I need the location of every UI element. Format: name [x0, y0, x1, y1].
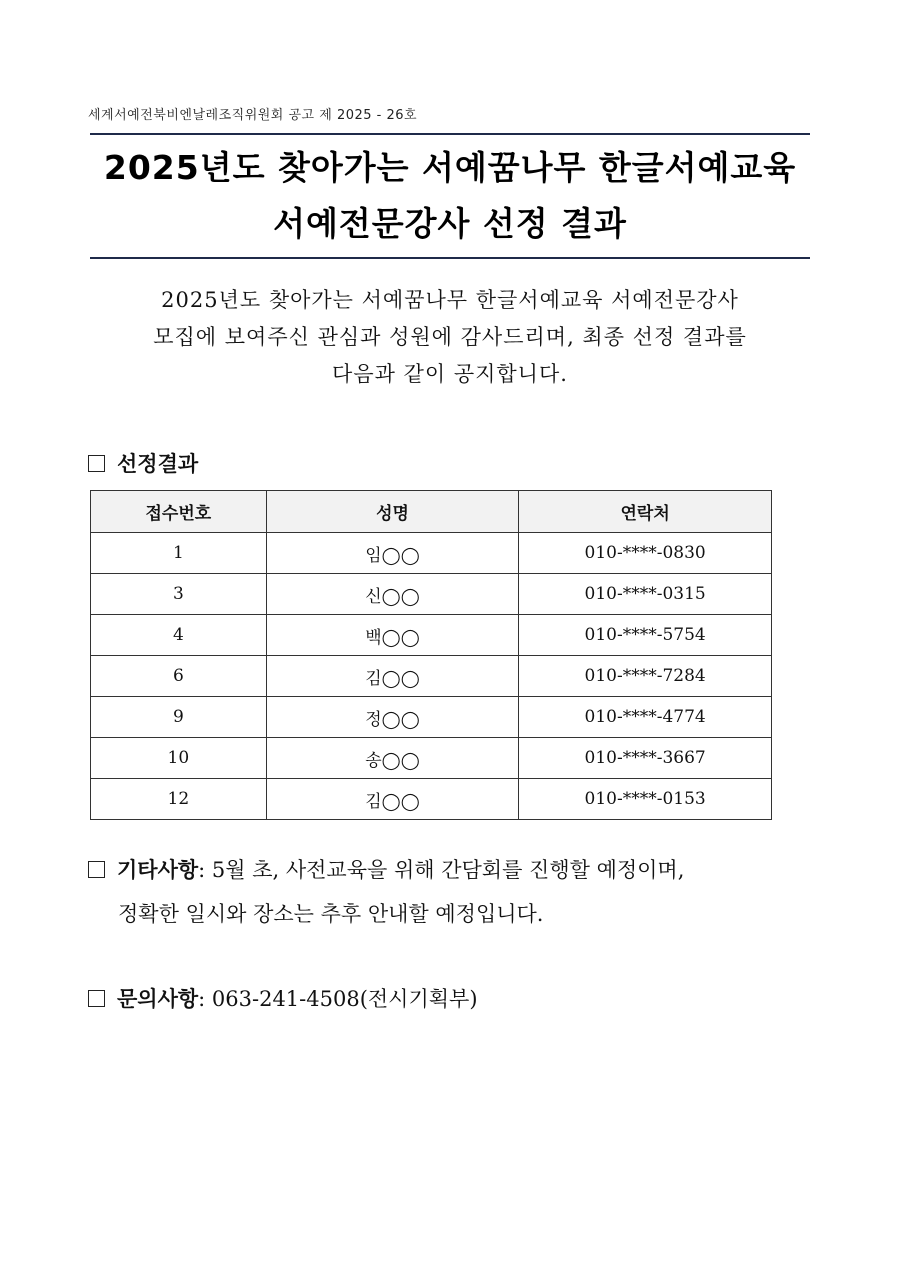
cell-name: 김◯◯ — [266, 656, 519, 697]
table-row — [91, 574, 772, 615]
header-name: 성명 — [266, 491, 519, 533]
notice-number: 세계서예전북비엔날레조직위원회 공고 제 2025 - 26호 — [88, 108, 418, 123]
cell-receipt-number: 12 — [91, 779, 267, 820]
header-receipt-number: 접수번호 — [91, 491, 267, 533]
cell-contact: 010-****-5754 — [519, 615, 772, 656]
cell-name: 신◯◯ — [266, 574, 519, 615]
cell-receipt-number: 10 — [91, 738, 267, 779]
table-row — [91, 738, 772, 779]
cell-receipt-number: 1 — [91, 533, 267, 574]
section-etc-text-line-2: 정확한 일시와 장소는 추후 안내할 예정입니다. — [118, 902, 544, 926]
cell-name: 송◯◯ — [266, 738, 519, 779]
table-row — [91, 779, 772, 820]
table-row — [91, 656, 772, 697]
cell-receipt-number: 3 — [91, 574, 267, 615]
cell-receipt-number: 9 — [91, 697, 267, 738]
checkbox-square-icon — [88, 990, 105, 1007]
table-row — [91, 533, 772, 574]
table-row — [91, 697, 772, 738]
section-contact-text: : 063-241-4508(전시기획부) — [198, 987, 478, 1011]
section-etc-label: 기타사항 — [117, 857, 199, 882]
section-contact-heading — [88, 983, 478, 1013]
cell-name: 임◯◯ — [266, 533, 519, 574]
section-etc-heading — [88, 854, 684, 884]
section-result-label: 선정결과 — [117, 451, 199, 476]
checkbox-square-icon — [88, 861, 105, 878]
header-contact: 연락처 — [519, 491, 772, 533]
table-row — [91, 615, 772, 656]
cell-contact: 010-****-7284 — [519, 656, 772, 697]
cell-contact: 010-****-0830 — [519, 533, 772, 574]
page-title — [90, 140, 810, 252]
result-table — [90, 490, 772, 820]
cell-name: 정◯◯ — [266, 697, 519, 738]
section-result-heading — [88, 448, 198, 478]
cell-contact: 010-****-0315 — [519, 574, 772, 615]
cell-contact: 010-****-4774 — [519, 697, 772, 738]
title-bottom-rule — [90, 257, 810, 259]
table-header-row — [91, 491, 772, 533]
cell-contact: 010-****-3667 — [519, 738, 772, 779]
checkbox-square-icon — [88, 455, 105, 472]
cell-receipt-number: 4 — [91, 615, 267, 656]
title-top-rule — [90, 133, 810, 135]
intro-line-3: 다음과 같이 공지합니다. — [332, 362, 568, 386]
cell-receipt-number: 6 — [91, 656, 267, 697]
title-line-2: 서예전문강사 선정 결과 — [273, 204, 627, 243]
cell-name: 백◯◯ — [266, 615, 519, 656]
title-line-1: 2025년도 찾아가는 서예꿈나무 한글서예교육 — [103, 148, 797, 187]
intro-line-1: 2025년도 찾아가는 서예꿈나무 한글서예교육 서예전문강사 — [161, 288, 739, 312]
intro-paragraph — [90, 282, 810, 393]
intro-line-2: 모집에 보여주신 관심과 성원에 감사드리며, 최종 선정 결과를 — [153, 325, 747, 349]
section-contact-label: 문의사항 — [117, 986, 199, 1011]
cell-contact: 010-****-0153 — [519, 779, 772, 820]
cell-name: 김◯◯ — [266, 779, 519, 820]
section-etc-text-line-1: : 5월 초, 사전교육을 위해 간담회를 진행할 예정이며, — [198, 858, 685, 882]
